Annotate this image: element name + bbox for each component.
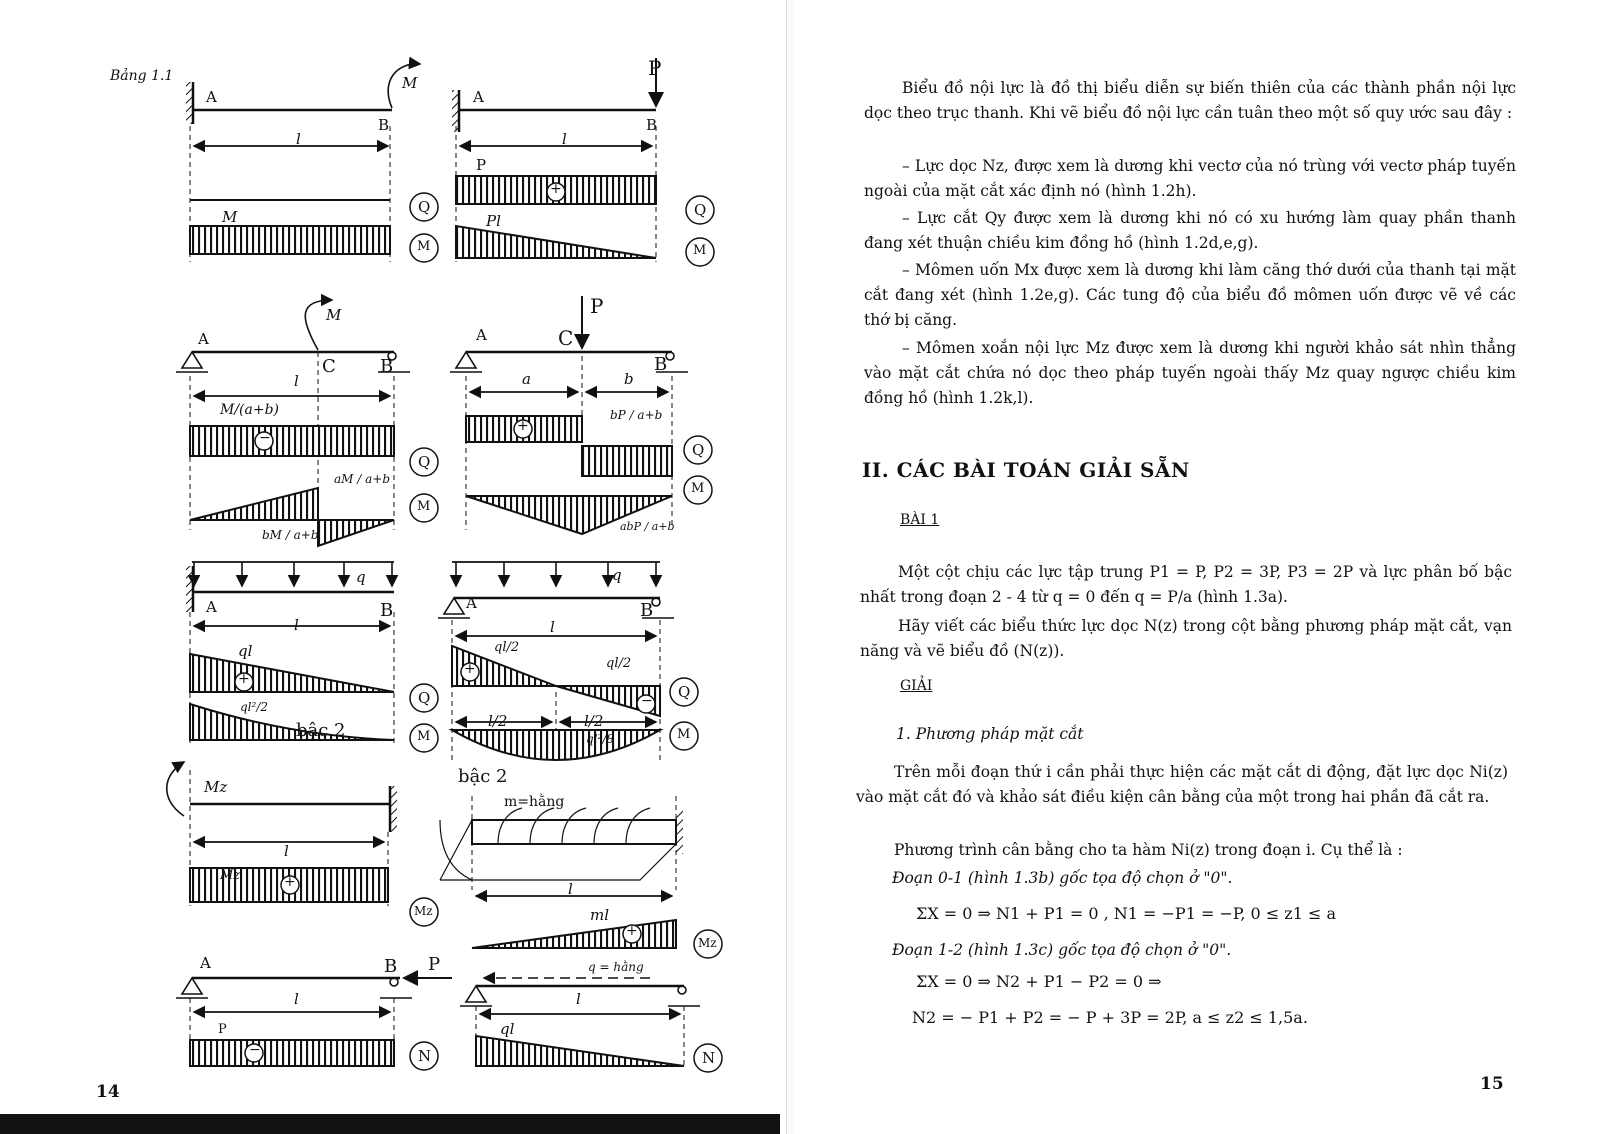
- q-marker: Q: [694, 201, 707, 219]
- label-Mz: Mz: [204, 778, 228, 796]
- label-A: A: [476, 326, 487, 344]
- label-q: q: [356, 568, 366, 586]
- label-ql: ql: [500, 1020, 515, 1038]
- plus-sign: +: [238, 671, 250, 687]
- mz-marker: Mz: [414, 904, 433, 918]
- rule-shear-force: – Lực cắt Qy được xem là dương khi nó có xu hướng làm quay phần thanh đang xét thuận chiều kim đồng hồ (hình 1.2d,e,g).: [864, 209, 1516, 252]
- label-A: A: [200, 954, 211, 972]
- m-marker: M: [417, 499, 431, 514]
- m-marker: M: [417, 729, 431, 744]
- book-gutter: [786, 0, 795, 1134]
- label-bac2: bậc 2: [458, 766, 508, 787]
- label-l: l: [294, 372, 299, 390]
- label-B: B: [380, 356, 394, 377]
- plus-sign: +: [517, 418, 529, 434]
- m-marker: M: [417, 239, 431, 254]
- label-B: B: [384, 956, 398, 977]
- right-page: [800, 0, 1616, 1134]
- problem-heading: BÀI 1: [900, 512, 940, 528]
- left-page: [0, 0, 780, 1134]
- label-B: B: [640, 600, 654, 621]
- page-number-right: 15: [1480, 1074, 1504, 1094]
- label-P: P: [590, 294, 604, 318]
- rule-torsion-moment: – Mômen xoắn nội lực Mz được xem là dương khi người khảo sát nhìn thẳng vào mặt cắt chứa nó dọc theo pháp tuyến ngoài thấy Mz quay ngược chiều kim đồng hồ (hình 1.2k,l).: [864, 339, 1516, 407]
- page-number-left: 14: [96, 1082, 120, 1102]
- label-l: l: [568, 880, 573, 898]
- label-q: q: [612, 566, 622, 584]
- label-A: A: [206, 598, 217, 616]
- label-P: P: [476, 156, 487, 174]
- plus-sign: +: [626, 923, 638, 939]
- label-q-const: q = hằng: [588, 960, 644, 974]
- label-ql-2: ql/2: [494, 640, 520, 655]
- label-A: A: [198, 330, 209, 348]
- label-ql2-8: ql²/8: [586, 732, 615, 746]
- label-A: A: [206, 88, 217, 106]
- label-m-const: m=hằng: [504, 794, 565, 810]
- label-P: P: [428, 954, 441, 975]
- label-B: B: [646, 116, 658, 134]
- label-half-l: l/2: [488, 712, 508, 730]
- label-aM-ab: aM / a+b: [334, 472, 391, 486]
- minus-sign: −: [259, 430, 271, 446]
- problem-statement: Một cột chịu các lực tập trung P1 = P, P2 = 3P, P3 = 2P và lực phân bố bậc nhất trong đoạn 2 - 4 từ q = 0 đến q = P/a (hình 1.3a).: [860, 563, 1512, 606]
- rule-bending-moment: – Mômen uốn Mx được xem là dương khi làm căng thớ dưới của thanh tại mặt cắt đang xét (hình 1.2e,g). Các tung độ của biểu đồ mômen uốn được vẽ về các thớ bị căng.: [864, 261, 1516, 329]
- method-title: 1. Phương pháp mặt cắt: [896, 725, 1084, 743]
- label-Pl: Pl: [486, 212, 501, 230]
- moment-diagram: [190, 226, 390, 254]
- label-B: B: [654, 354, 668, 375]
- label-A: A: [466, 594, 477, 612]
- label-ql: ql: [238, 642, 253, 660]
- segment-1-2: Đoạn 1-2 (hình 1.3c) gốc tọa độ chọn ở "0".: [892, 941, 1232, 959]
- label-b: b: [624, 370, 634, 388]
- plus-sign: +: [550, 181, 562, 197]
- intro-paragraph: Biểu đồ nội lực là đồ thị biểu diễn sự biến thiên của các thành phần nội lực dọc theo trục thanh. Khi vẽ biểu đồ nội lực cần tuân theo một số quy ước sau đây :: [864, 79, 1516, 122]
- label-l: l: [576, 990, 581, 1008]
- q-marker: Q: [418, 453, 431, 471]
- minus-sign: −: [641, 693, 653, 709]
- q-marker: Q: [418, 689, 431, 707]
- label-B: B: [380, 600, 394, 621]
- equation-1: ΣX = 0 ⇒ N1 + P1 = 0 , N1 = −P1 = −P, 0 ≤ z1 ≤ a: [916, 904, 1337, 923]
- n-marker: N: [702, 1049, 716, 1067]
- rule-axial-force: – Lực dọc Nz, được xem là dương khi vectơ của nó trùng với vectơ pháp tuyến ngoài của mặt cắt xác định nó (hình 1.2h).: [864, 157, 1516, 200]
- scan-edge: [0, 1114, 780, 1134]
- m-marker: M: [677, 727, 691, 742]
- method-paragraph: Trên mỗi đoạn thứ i cần phải thực hiện các mặt cắt di động, đặt lực dọc Ni(z) vào mặt cắt đó và khảo sát điều kiện cân bằng của một trong hai phần đã cắt ra.: [856, 763, 1508, 806]
- label-ql2-2: ql²/2: [240, 700, 269, 714]
- label-bM-ab: bM / a+b: [262, 528, 319, 542]
- section-title: II. CÁC BÀI TOÁN GIẢI SẴN: [862, 458, 1190, 482]
- label-ql-2: ql/2: [606, 656, 632, 671]
- label-P: P: [218, 1022, 227, 1037]
- label-M: M: [222, 208, 238, 226]
- plus-sign: +: [284, 874, 296, 890]
- label-ml: ml: [590, 906, 610, 924]
- label-C: C: [322, 356, 336, 377]
- label-C: C: [558, 326, 574, 350]
- label-Mz: Mz: [220, 868, 241, 883]
- equation-2: ΣX = 0 ⇒ N2 + P1 − P2 = 0 ⇒: [916, 972, 1162, 991]
- table-label: Bảng 1.1: [110, 68, 174, 84]
- label-bac2: bậc 2: [296, 720, 346, 741]
- minus-sign: −: [249, 1042, 261, 1058]
- equation-intro: Phương trình cân bằng cho ta hàm Ni(z) trong đoạn i. Cụ thể là :: [894, 841, 1403, 859]
- label-M: M: [326, 306, 342, 324]
- q-marker: Q: [418, 198, 431, 216]
- label-a: a: [522, 370, 531, 388]
- segment-0-1: Đoạn 0-1 (hình 1.3b) gốc tọa độ chọn ở "0".: [892, 869, 1233, 887]
- label-l: l: [562, 130, 567, 148]
- equation-3: N2 = − P1 + P2 = − P + 3P = 2P, a ≤ z2 ≤ 1,5a.: [912, 1008, 1308, 1027]
- label-l: l: [296, 130, 301, 148]
- label-half-l: l/2: [584, 712, 604, 730]
- label-bP-ab: bP / a+b: [610, 408, 663, 422]
- label-abP-ab: abP / a+b: [620, 520, 675, 533]
- label-l: l: [284, 842, 289, 860]
- m-marker: M: [693, 243, 707, 258]
- solution-heading: GIẢI: [900, 678, 933, 694]
- label-l: l: [550, 618, 555, 636]
- label-P: P: [648, 56, 662, 80]
- label-M: M: [402, 74, 418, 92]
- problem-question: Hãy viết các biểu thức lực dọc N(z) trong cột bằng phương pháp mặt cắt, vạn năng và vẽ biểu đồ (N(z)).: [860, 617, 1512, 660]
- label-l: l: [294, 616, 299, 634]
- label-l: l: [294, 990, 299, 1008]
- moment-diagram: [456, 226, 656, 258]
- mz-marker: Mz: [698, 936, 717, 950]
- plus-sign: +: [464, 661, 476, 677]
- q-marker: Q: [678, 683, 691, 701]
- n-marker: N: [418, 1047, 432, 1065]
- label-A: A: [473, 88, 484, 106]
- q-marker: Q: [692, 441, 705, 459]
- m-marker: M: [691, 481, 705, 496]
- label-M-ab: M/(a+b): [220, 402, 280, 418]
- label-B: B: [378, 116, 390, 134]
